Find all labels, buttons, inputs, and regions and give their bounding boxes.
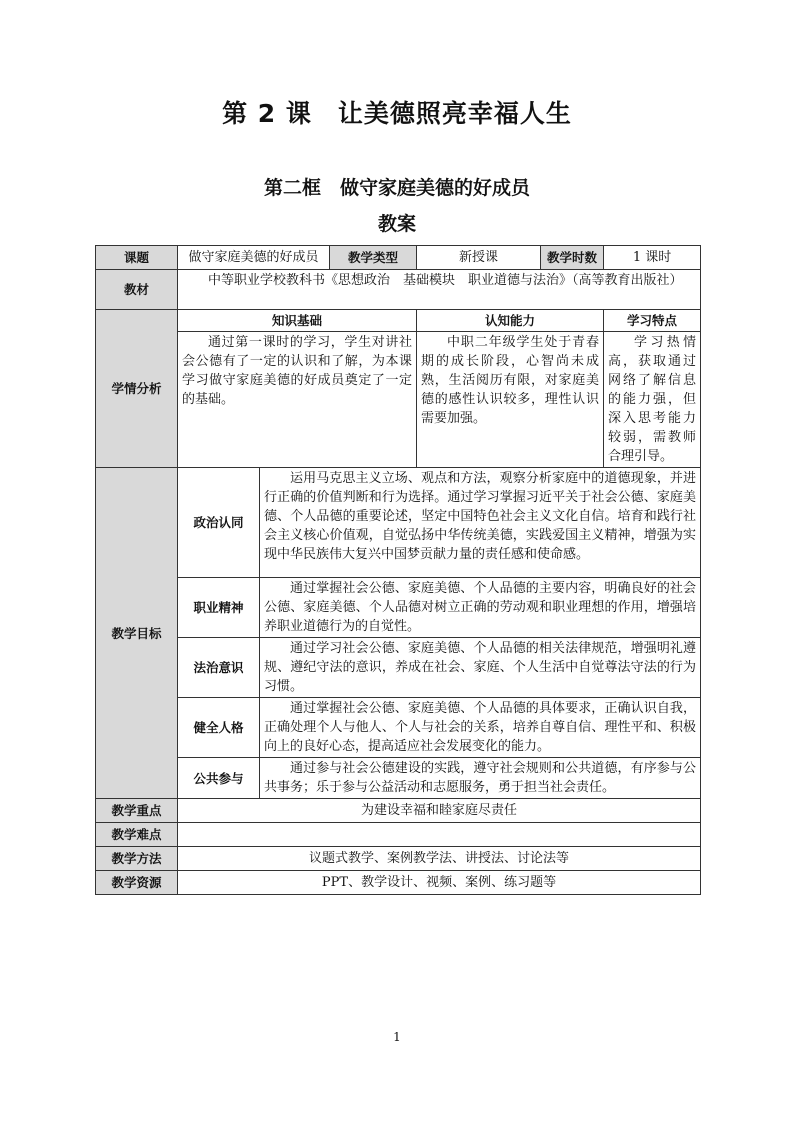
- cognitive-ability-title: 认知能力: [417, 310, 604, 332]
- goal-text: 通过学习社会公德、家庭美德、个人品德的相关法律规范，增强明礼遵规、遵纪守法的意识，养成在社会、家庭、个人生活中自觉尊法守法的行为习惯。: [260, 638, 701, 698]
- goal-name: 健全人格: [178, 698, 260, 758]
- cognitive-ability-text: 中职二年级学生处于青春期的成长阶段，心智尚未成熟，生活阅历有限，对家庭美德的感性认识较多，理性认识需要加强。: [417, 332, 604, 468]
- students-header-row: [96, 310, 701, 332]
- students-label: 学情分析: [96, 310, 178, 468]
- textbook-label: 教材: [96, 270, 178, 310]
- difficult-point-label: 教学难点: [96, 823, 178, 847]
- goal-row: [96, 468, 701, 578]
- textbook-value: 中等职业学校教科书《思想政治 基础模块 职业道德与法治》（高等教育出版社）: [178, 270, 701, 310]
- goal-name: 法治意识: [178, 638, 260, 698]
- goal-row: [96, 758, 701, 799]
- goal-row: [96, 698, 701, 758]
- goal-row: [96, 638, 701, 698]
- topic-label: 课题: [96, 246, 178, 270]
- goal-row: [96, 578, 701, 638]
- goal-name: 政治认同: [178, 468, 260, 578]
- goal-text: 通过参与社会公德建设的实践，遵守社会规则和公共道德，有序参与公共事务；乐于参与公益活动和志愿服务，勇于担当社会责任。: [260, 758, 701, 799]
- teaching-type-value: 新授课: [417, 246, 541, 270]
- method-row: [96, 847, 701, 871]
- resource-row: [96, 871, 701, 895]
- teaching-hours-value: 1 课时: [604, 246, 701, 270]
- textbook-row: [96, 270, 701, 310]
- lesson-plan-table: [95, 245, 701, 895]
- goals-label: 教学目标: [96, 468, 178, 799]
- difficult-point-row: [96, 823, 701, 847]
- lesson-title: 第 2 课 让美德照亮幸福人生: [222, 99, 572, 128]
- goal-name: 公共参与: [178, 758, 260, 799]
- knowledge-base-title: 知识基础: [178, 310, 417, 332]
- key-point-row: [96, 799, 701, 823]
- page-number: 1: [393, 1030, 401, 1044]
- resource-label: 教学资源: [96, 871, 178, 895]
- goal-text: 运用马克思主义立场、观点和方法，观察分析家庭中的道德现象，并进行正确的价值判断和行为选择。通过学习掌握习近平关于社会公德、家庭美德、个人品德的重要论述，坚定中国特色社会主义文化自信。培育和践行社会主义核心价值观，自觉弘扬中华传统美德，实践爱国主义精神，增强为实现中华民族伟大复兴中国梦贡献力量的责任感和使命感。: [260, 468, 701, 578]
- goal-text: 通过掌握社会公德、家庭美德、个人品德的具体要求，正确认识自我，正确处理个人与他人、个人与社会的关系，培养自尊自信、理性平和、积极向上的良好心态，提高适应社会发展变化的能力。: [260, 698, 701, 758]
- section-title: 第二框 做守家庭美德的好成员: [263, 177, 530, 199]
- learning-features-title: 学习特点: [604, 310, 701, 332]
- goal-text: 通过掌握社会公德、家庭美德、个人品德的主要内容，明确良好的社会公德、家庭美德、个人品德对树立正确的劳动观和职业理想的作用，增强培养职业道德行为的自觉性。: [260, 578, 701, 638]
- resource-value: PPT、教学设计、视频、案例、练习题等: [178, 871, 701, 895]
- learning-features-text: 学习热情高，获取通过网络了解信息的能力强，但深入思考能力较弱，需教师合理引导。: [604, 332, 701, 468]
- students-content-row: [96, 332, 701, 468]
- teaching-hours-label: 教学时数: [541, 246, 604, 270]
- key-point-label: 教学重点: [96, 799, 178, 823]
- difficult-point-value: [178, 823, 701, 847]
- goal-name: 职业精神: [178, 578, 260, 638]
- document-type: 教案: [377, 213, 416, 235]
- method-value: 议题式教学、案例教学法、讲授法、讨论法等: [178, 847, 701, 871]
- knowledge-base-text: 通过第一课时的学习，学生对讲社会公德有了一定的认识和了解，为本课学习做守家庭美德的好成员奠定了一定的基础。: [178, 332, 417, 468]
- method-label: 教学方法: [96, 847, 178, 871]
- topic-value: 做守家庭美德的好成员: [178, 246, 330, 270]
- topic-row: [96, 246, 701, 270]
- teaching-type-label: 教学类型: [330, 246, 417, 270]
- key-point-value: 为建设幸福和睦家庭尽责任: [178, 799, 701, 823]
